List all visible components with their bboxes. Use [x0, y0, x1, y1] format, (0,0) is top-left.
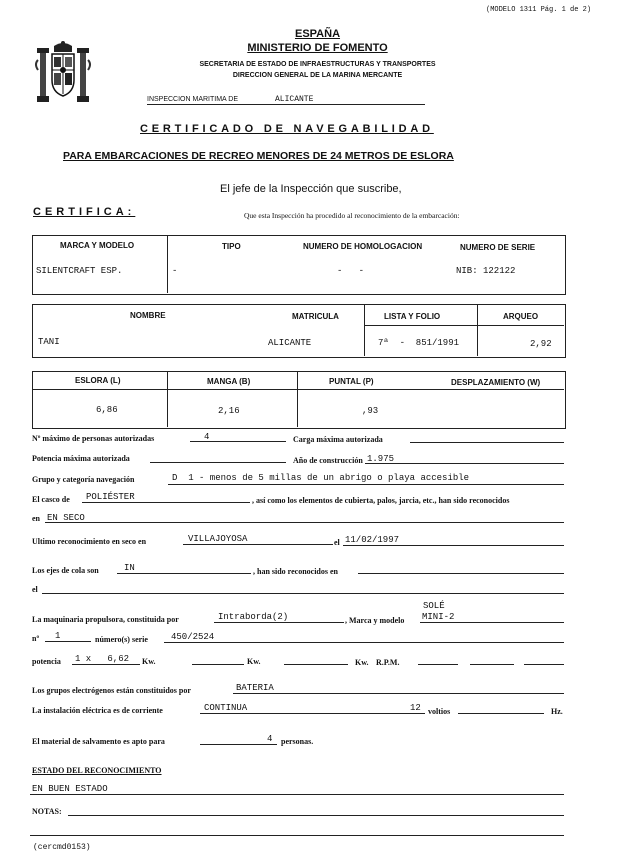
lifesaving-label: El material de salvamento es apto para — [32, 737, 165, 746]
field-underline — [458, 713, 544, 714]
table-header: NUMERO DE SERIE — [460, 243, 536, 252]
table-cell: - — [172, 266, 178, 276]
field-underline — [42, 593, 564, 594]
power-unit-label: Kw. — [355, 658, 369, 667]
last-dry-inspection-place: VILLAJOYOSA — [188, 534, 248, 544]
table-cell: ALICANTE — [268, 338, 312, 348]
certificate-title: CERTIFICADO DE NAVEGABILIDAD — [140, 123, 434, 135]
inspection-value: ALICANTE — [275, 95, 314, 104]
max-persons-label: Nº máximo de personas autorizadas — [32, 434, 155, 443]
voltage-label: voltios — [428, 707, 451, 716]
table-divider — [364, 325, 564, 326]
tail-shafts-date-label: el — [32, 585, 38, 594]
table-cell: 2,16 — [218, 406, 240, 416]
max-power-label: Potencia máxima autorizada — [32, 454, 130, 463]
inspected-in-value: EN SECO — [47, 513, 85, 523]
electrical-label: La instalación eléctrica es de corriente — [32, 706, 163, 715]
field-underline — [365, 463, 564, 464]
field-underline — [214, 622, 344, 623]
field-underline — [117, 573, 251, 574]
table-header: ESLORA (L) — [75, 376, 121, 385]
max-load-label: Carga máxima autorizada — [293, 435, 383, 444]
field-underline — [68, 815, 564, 816]
propulsion-label: La maquinaria propulsora, constituida por — [32, 615, 179, 624]
certificate-subtitle: PARA EMBARCACIONES DE RECREO MENORES DE 24 METROS DE ESLORA — [63, 150, 454, 162]
field-underline — [30, 835, 564, 836]
inspected-in-label: en — [32, 514, 40, 523]
field-underline — [200, 713, 425, 714]
brand-model-value: MINI-2 — [422, 612, 455, 622]
table-cell: 7ª - 851/1991 — [378, 338, 460, 348]
serial-value: 450/2524 — [171, 632, 215, 642]
table-header: MATRICULA — [292, 312, 339, 321]
page-reference: (MODELO 1311 Pág. 1 de 2) — [486, 6, 592, 14]
country-title: ESPAÑA — [294, 28, 341, 40]
generators-value: BATERIA — [236, 683, 274, 693]
field-underline — [420, 622, 564, 623]
unit-number-value: 1 — [55, 631, 61, 641]
field-underline — [233, 693, 564, 694]
tail-shafts-text: , han sido reconocidos en — [253, 567, 338, 576]
brand-model-label: , Marca y modelo — [345, 616, 405, 625]
table-cell: TANI — [38, 337, 60, 347]
propulsion-value: Intraborda(2) — [218, 612, 289, 622]
tail-shafts-label: Los ejes de cola son — [32, 566, 99, 575]
field-underline — [343, 545, 564, 546]
electrical-value: CONTINUA — [204, 703, 248, 713]
table-divider — [32, 389, 564, 390]
hull-value: POLIÉSTER — [86, 492, 135, 502]
table-header: MARCA Y MODELO — [60, 241, 135, 250]
table-header: DESPLAZAMIENTO (W) — [451, 378, 541, 387]
field-underline — [82, 502, 250, 503]
field-underline — [190, 441, 286, 442]
last-dry-inspection-label: Ultimo reconocimiento en seco en — [32, 537, 147, 546]
table-cell: NIB: 122122 — [456, 266, 516, 276]
field-underline — [150, 462, 286, 463]
secretariat-title: SECRETARIA DE ESTADO DE INFRAESTRUCTURAS Y TRANSPORTES — [199, 61, 436, 68]
engine-power-value: 1 x 6,62 — [75, 654, 130, 664]
field-underline — [45, 522, 564, 523]
unit-number-label: nº — [32, 634, 40, 643]
coat-of-arms-icon — [32, 40, 94, 108]
certifica-label: CERTIFICA: — [33, 206, 136, 218]
table-divider — [167, 235, 168, 293]
rpm-label: R.P.M. — [376, 658, 400, 667]
field-underline — [410, 442, 564, 443]
certifica-text: Que esta Inspección ha procedido al reconocimiento de la embarcación: — [244, 211, 460, 220]
field-underline — [284, 664, 348, 665]
hull-text: , así como los elementos de cubierta, palos, jarcia, etc., han sido reconocidos — [252, 496, 510, 505]
field-underline — [72, 664, 140, 665]
table-cell: SILENTCRAFT ESP. — [36, 266, 123, 276]
last-dry-inspection-date: 11/02/1997 — [345, 535, 400, 545]
inspection-label: INSPECCION MARITIMA DE — [147, 96, 239, 103]
table-divider — [364, 304, 365, 356]
field-underline — [200, 744, 277, 745]
field-underline — [358, 573, 564, 574]
table-header: ARQUEO — [503, 312, 539, 321]
group-category-label: Grupo y categoría navegación — [32, 475, 135, 484]
field-underline — [418, 664, 458, 665]
table-cell: - - — [337, 266, 365, 276]
table-header: NOMBRE — [130, 311, 166, 320]
ministry-title: MINISTERIO DE FOMENTO — [247, 42, 388, 54]
hertz-label: Hz. — [551, 707, 563, 716]
engine-power-label: potencia — [32, 657, 61, 666]
table-divider — [167, 371, 168, 427]
field-underline — [164, 642, 564, 643]
field-underline — [183, 544, 333, 545]
power-unit-label: Kw. — [142, 657, 156, 666]
field-underline — [470, 664, 514, 665]
table-header: PUNTAL (P) — [329, 377, 374, 386]
serial-label: número(s) serie — [95, 635, 148, 644]
build-year-value: 1.975 — [367, 454, 395, 464]
inspection-state-value: EN BUEN ESTADO — [32, 784, 108, 794]
build-year-label: Año de construcción — [293, 456, 363, 465]
inspection-state-label: ESTADO DEL RECONOCIMIENTO — [32, 766, 162, 775]
table-header: NUMERO DE HOMOLOGACION — [303, 242, 423, 251]
group-category-value: D 1 - menos de 5 millas de un abrigo o playa accesible — [172, 473, 470, 483]
field-underline — [168, 484, 564, 485]
voltage-value: 12 — [410, 703, 421, 713]
field-underline — [524, 664, 564, 665]
table-cell: 6,86 — [96, 405, 118, 415]
date-label: el — [334, 538, 340, 547]
directorate-title: DIRECCION GENERAL DE LA MARINA MERCANTE — [232, 72, 403, 79]
brand-name-value: SOLÉ — [423, 601, 445, 611]
lifesaving-value: 4 — [267, 734, 273, 744]
field-underline — [192, 664, 244, 665]
table-divider — [477, 304, 478, 356]
table-header: MANGA (B) — [207, 377, 251, 386]
table-cell: 2,92 — [530, 339, 552, 349]
table-header: LISTA Y FOLIO — [384, 312, 441, 321]
table-divider — [297, 371, 298, 427]
form-code: (cercmd0153) — [33, 843, 91, 852]
lifesaving-text: personas. — [281, 737, 314, 746]
field-underline — [30, 794, 564, 795]
table-header: TIPO — [222, 242, 241, 251]
max-persons-value: 4 — [204, 432, 210, 442]
inspection-underline — [147, 104, 425, 105]
intro-text: El jefe de la Inspección que suscribe, — [220, 183, 402, 195]
power-unit-label: Kw. — [247, 657, 261, 666]
tail-shafts-value: IN — [124, 563, 135, 573]
hull-label: El casco de — [32, 495, 70, 504]
table-cell: ,93 — [362, 406, 379, 416]
notes-label: NOTAS: — [32, 807, 62, 816]
generators-label: Los grupos electrógenos están constituidos por — [32, 686, 191, 695]
field-underline — [45, 641, 91, 642]
